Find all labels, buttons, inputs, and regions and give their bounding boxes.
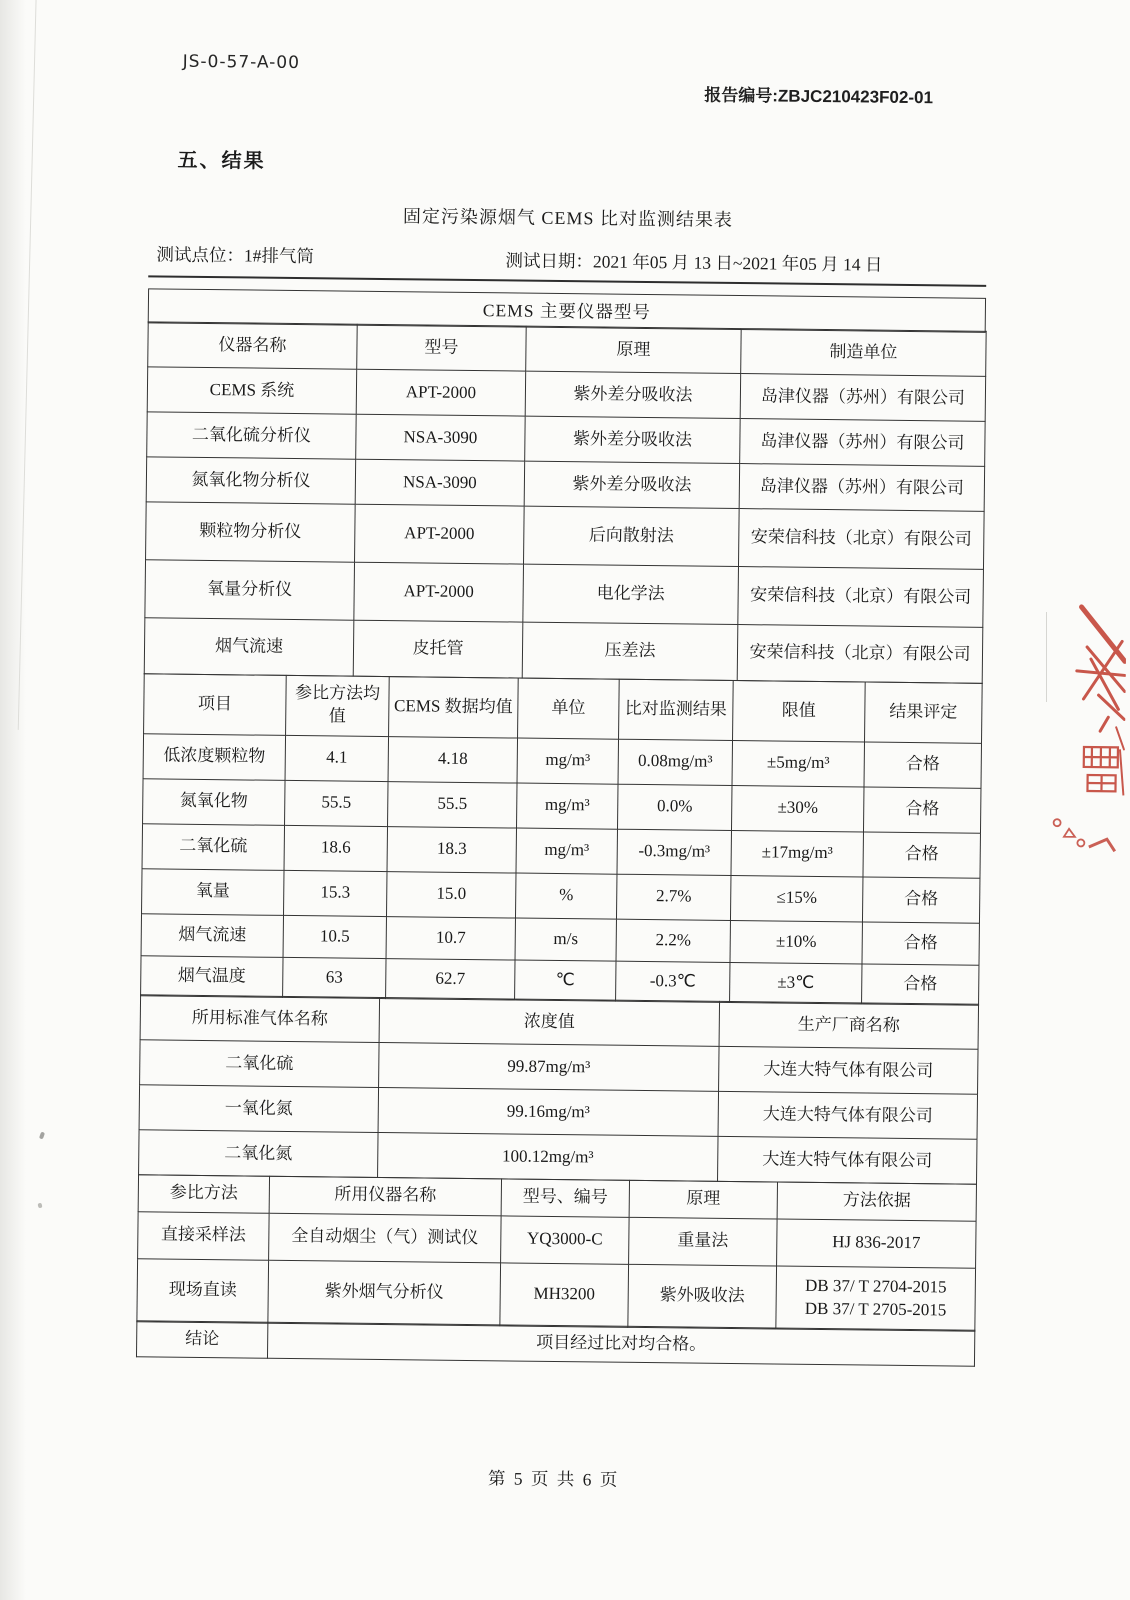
comparison-table: [140, 673, 983, 1005]
cell: HJ 836-2017: [777, 1219, 977, 1268]
cell: 二氧化硫分析仪: [147, 412, 356, 459]
cell: 低浓度颗粒物: [143, 734, 286, 781]
header-cell: 结果评定: [865, 682, 983, 743]
header-cell: 型号、编号: [501, 1179, 629, 1217]
cell: 2.7%: [616, 874, 731, 920]
header-cell: 制造单位: [741, 329, 986, 377]
header-cell: CEMS 数据均值: [389, 676, 519, 737]
cell: MH3200: [500, 1263, 629, 1327]
cell: -0.3℃: [616, 961, 730, 1002]
header-cell: 比对监测结果: [619, 679, 734, 740]
report-number: 报告编号:ZBJC210423F02-01: [704, 85, 934, 108]
cell: 紫外差分吸收法: [525, 417, 740, 464]
header-cell: 型号: [357, 325, 526, 372]
table-row: [136, 1321, 974, 1367]
cell: 55.5: [285, 780, 389, 826]
table-row: [146, 502, 985, 570]
header-cell: 方法依据: [777, 1182, 976, 1221]
cell: mg/m³: [516, 828, 618, 874]
cell: 大连大特气体有限公司: [718, 1137, 977, 1185]
cell: APT-2000: [356, 370, 525, 417]
cell: ±10%: [730, 920, 862, 963]
cell: APT-2000: [354, 563, 524, 623]
cell: ±30%: [731, 785, 864, 831]
cell: 63: [283, 957, 386, 998]
header-cell: 生产厂商名称: [719, 1002, 978, 1050]
cell: 紫外烟气分析仪: [268, 1260, 501, 1326]
cell: 重量法: [629, 1217, 778, 1266]
cell: 紫外差分吸收法: [524, 462, 739, 509]
cell: m/s: [515, 918, 616, 961]
table-row: [137, 1258, 976, 1331]
cell: 15.0: [386, 871, 516, 917]
header-cell: 参比方法均值: [286, 675, 390, 736]
cell: 99.87mg/m³: [379, 1043, 719, 1092]
cell: 氮氧化物分析仪: [146, 457, 355, 504]
cell: 氮氧化物: [143, 779, 286, 826]
cell: 紫外差分吸收法: [525, 372, 740, 419]
cell: 0.08mg/m³: [618, 739, 733, 785]
cell: 二氧化氮: [139, 1130, 378, 1178]
cell: 10.5: [283, 915, 386, 958]
cell: 合格: [864, 742, 982, 788]
cell: 10.7: [386, 916, 515, 959]
standard-gas-table: [138, 994, 979, 1185]
table-header-row: [144, 674, 983, 744]
cell: 18.3: [387, 826, 517, 872]
results-tables: [136, 288, 986, 1366]
test-point-value: 1#排气筒: [243, 245, 315, 267]
cell: YQ3000-C: [501, 1216, 630, 1264]
cell: 岛津仪器（苏州）有限公司: [740, 419, 985, 467]
cell: APT-2000: [355, 505, 525, 565]
cell: NSA-3090: [355, 460, 524, 507]
cell: 0.0%: [618, 784, 733, 830]
instrument-table-caption: CEMS 主要仪器型号: [148, 288, 986, 333]
cell: 皮托管: [353, 621, 523, 679]
header-cell: 所用标准气体名称: [140, 995, 379, 1043]
header-cell: 仪器名称: [148, 322, 357, 369]
cell: ±5mg/m³: [732, 740, 865, 786]
cell: ±3℃: [730, 962, 862, 1003]
cell: DB 37/ T 2704-2015 DB 37/ T 2705-2015: [776, 1266, 976, 1331]
cell: 烟气流速: [144, 618, 354, 676]
header-separator-line: [148, 275, 986, 287]
cell: 紫外吸收法: [628, 1264, 777, 1329]
cell: 直接采样法: [138, 1211, 270, 1259]
reference-method-table: [136, 1174, 977, 1332]
cell: 全自动烟尘（气）测试仪: [269, 1213, 502, 1263]
conclusion-label: 结论: [136, 1321, 267, 1358]
cell: 合格: [863, 787, 981, 833]
test-point-label: 测试点位：: [156, 244, 245, 266]
scan-artifact-line: [1046, 612, 1047, 702]
header-cell: 限值: [733, 680, 866, 741]
cell: 安荣信科技（北京）有限公司: [737, 625, 983, 684]
header-cell: 原理: [629, 1180, 777, 1219]
cell: NSA-3090: [356, 415, 525, 462]
cell: 二氧化硫: [142, 824, 285, 871]
cell: 大连大特气体有限公司: [719, 1047, 978, 1095]
test-point: [156, 241, 314, 268]
doc-code: JS-0-57-A-00: [182, 51, 301, 74]
cell: ℃: [515, 960, 616, 1001]
cell: ±17mg/m³: [731, 830, 864, 876]
conclusion-text: 项目经过比对均合格。: [267, 1322, 974, 1366]
cell: 15.3: [284, 870, 388, 916]
test-date-value: 2021 年05 月 13 日~2021 年05 月 14 日: [592, 251, 883, 275]
header-cell: 原理: [526, 327, 741, 374]
header-cell: 参比方法: [138, 1174, 269, 1212]
header-cell: 单位: [518, 678, 620, 739]
cell: mg/m³: [517, 738, 619, 784]
header-cell: 所用仪器名称: [269, 1176, 501, 1216]
cell: 4.18: [388, 736, 518, 782]
cell: 合格: [863, 832, 981, 878]
header-cell: 项目: [144, 674, 287, 736]
test-info-row: [149, 241, 987, 275]
cell: 合格: [862, 877, 980, 923]
cell: ≤15%: [730, 875, 863, 921]
cell: 安荣信科技（北京）有限公司: [738, 567, 984, 628]
test-date-label: 测试日期：: [505, 250, 594, 272]
cell: 岛津仪器（苏州）有限公司: [739, 464, 984, 512]
cell: 安荣信科技（北京）有限公司: [738, 509, 984, 570]
cell: 现场直读: [137, 1258, 269, 1322]
cell: 4.1: [285, 735, 389, 781]
cell: 压差法: [522, 623, 738, 681]
cell: 电化学法: [523, 565, 739, 625]
header-cell: 浓度值: [379, 998, 719, 1047]
cell: 55.5: [388, 781, 518, 827]
partial-red-seal-stamp: [1027, 598, 1127, 859]
cell: CEMS 系统: [147, 367, 356, 414]
cell: 2.2%: [616, 919, 730, 962]
section-title: 五、结果: [177, 149, 266, 173]
cell: 烟气温度: [141, 956, 283, 998]
cell: 岛津仪器（苏州）有限公司: [740, 374, 985, 422]
table-title: 固定污染源烟气 CEMS 比对监测结果表: [402, 206, 734, 230]
cell: 100.12mg/m³: [378, 1133, 718, 1182]
cell: 烟气流速: [141, 914, 283, 958]
test-date: [505, 247, 882, 276]
cell: 一氧化氮: [139, 1085, 378, 1133]
cell: 合格: [862, 964, 979, 1005]
cell: mg/m³: [517, 783, 619, 829]
cell: 二氧化硫: [140, 1040, 379, 1088]
page-number: 第 5 页 共 6 页: [487, 1468, 620, 1490]
cell: 18.6: [284, 825, 388, 871]
table-row: [145, 560, 984, 628]
instrument-table: [144, 322, 987, 684]
cell: 后向散射法: [523, 507, 739, 567]
cell: 颗粒物分析仪: [146, 502, 356, 562]
cell: 大连大特气体有限公司: [718, 1092, 977, 1140]
cell: 99.16mg/m³: [378, 1088, 718, 1137]
cell: -0.3mg/m³: [617, 829, 732, 875]
cell: 合格: [862, 922, 979, 965]
cell: 氧量: [142, 869, 285, 916]
cell: %: [515, 873, 617, 919]
cell: 氧量分析仪: [145, 560, 355, 620]
cell: 62.7: [386, 958, 515, 999]
